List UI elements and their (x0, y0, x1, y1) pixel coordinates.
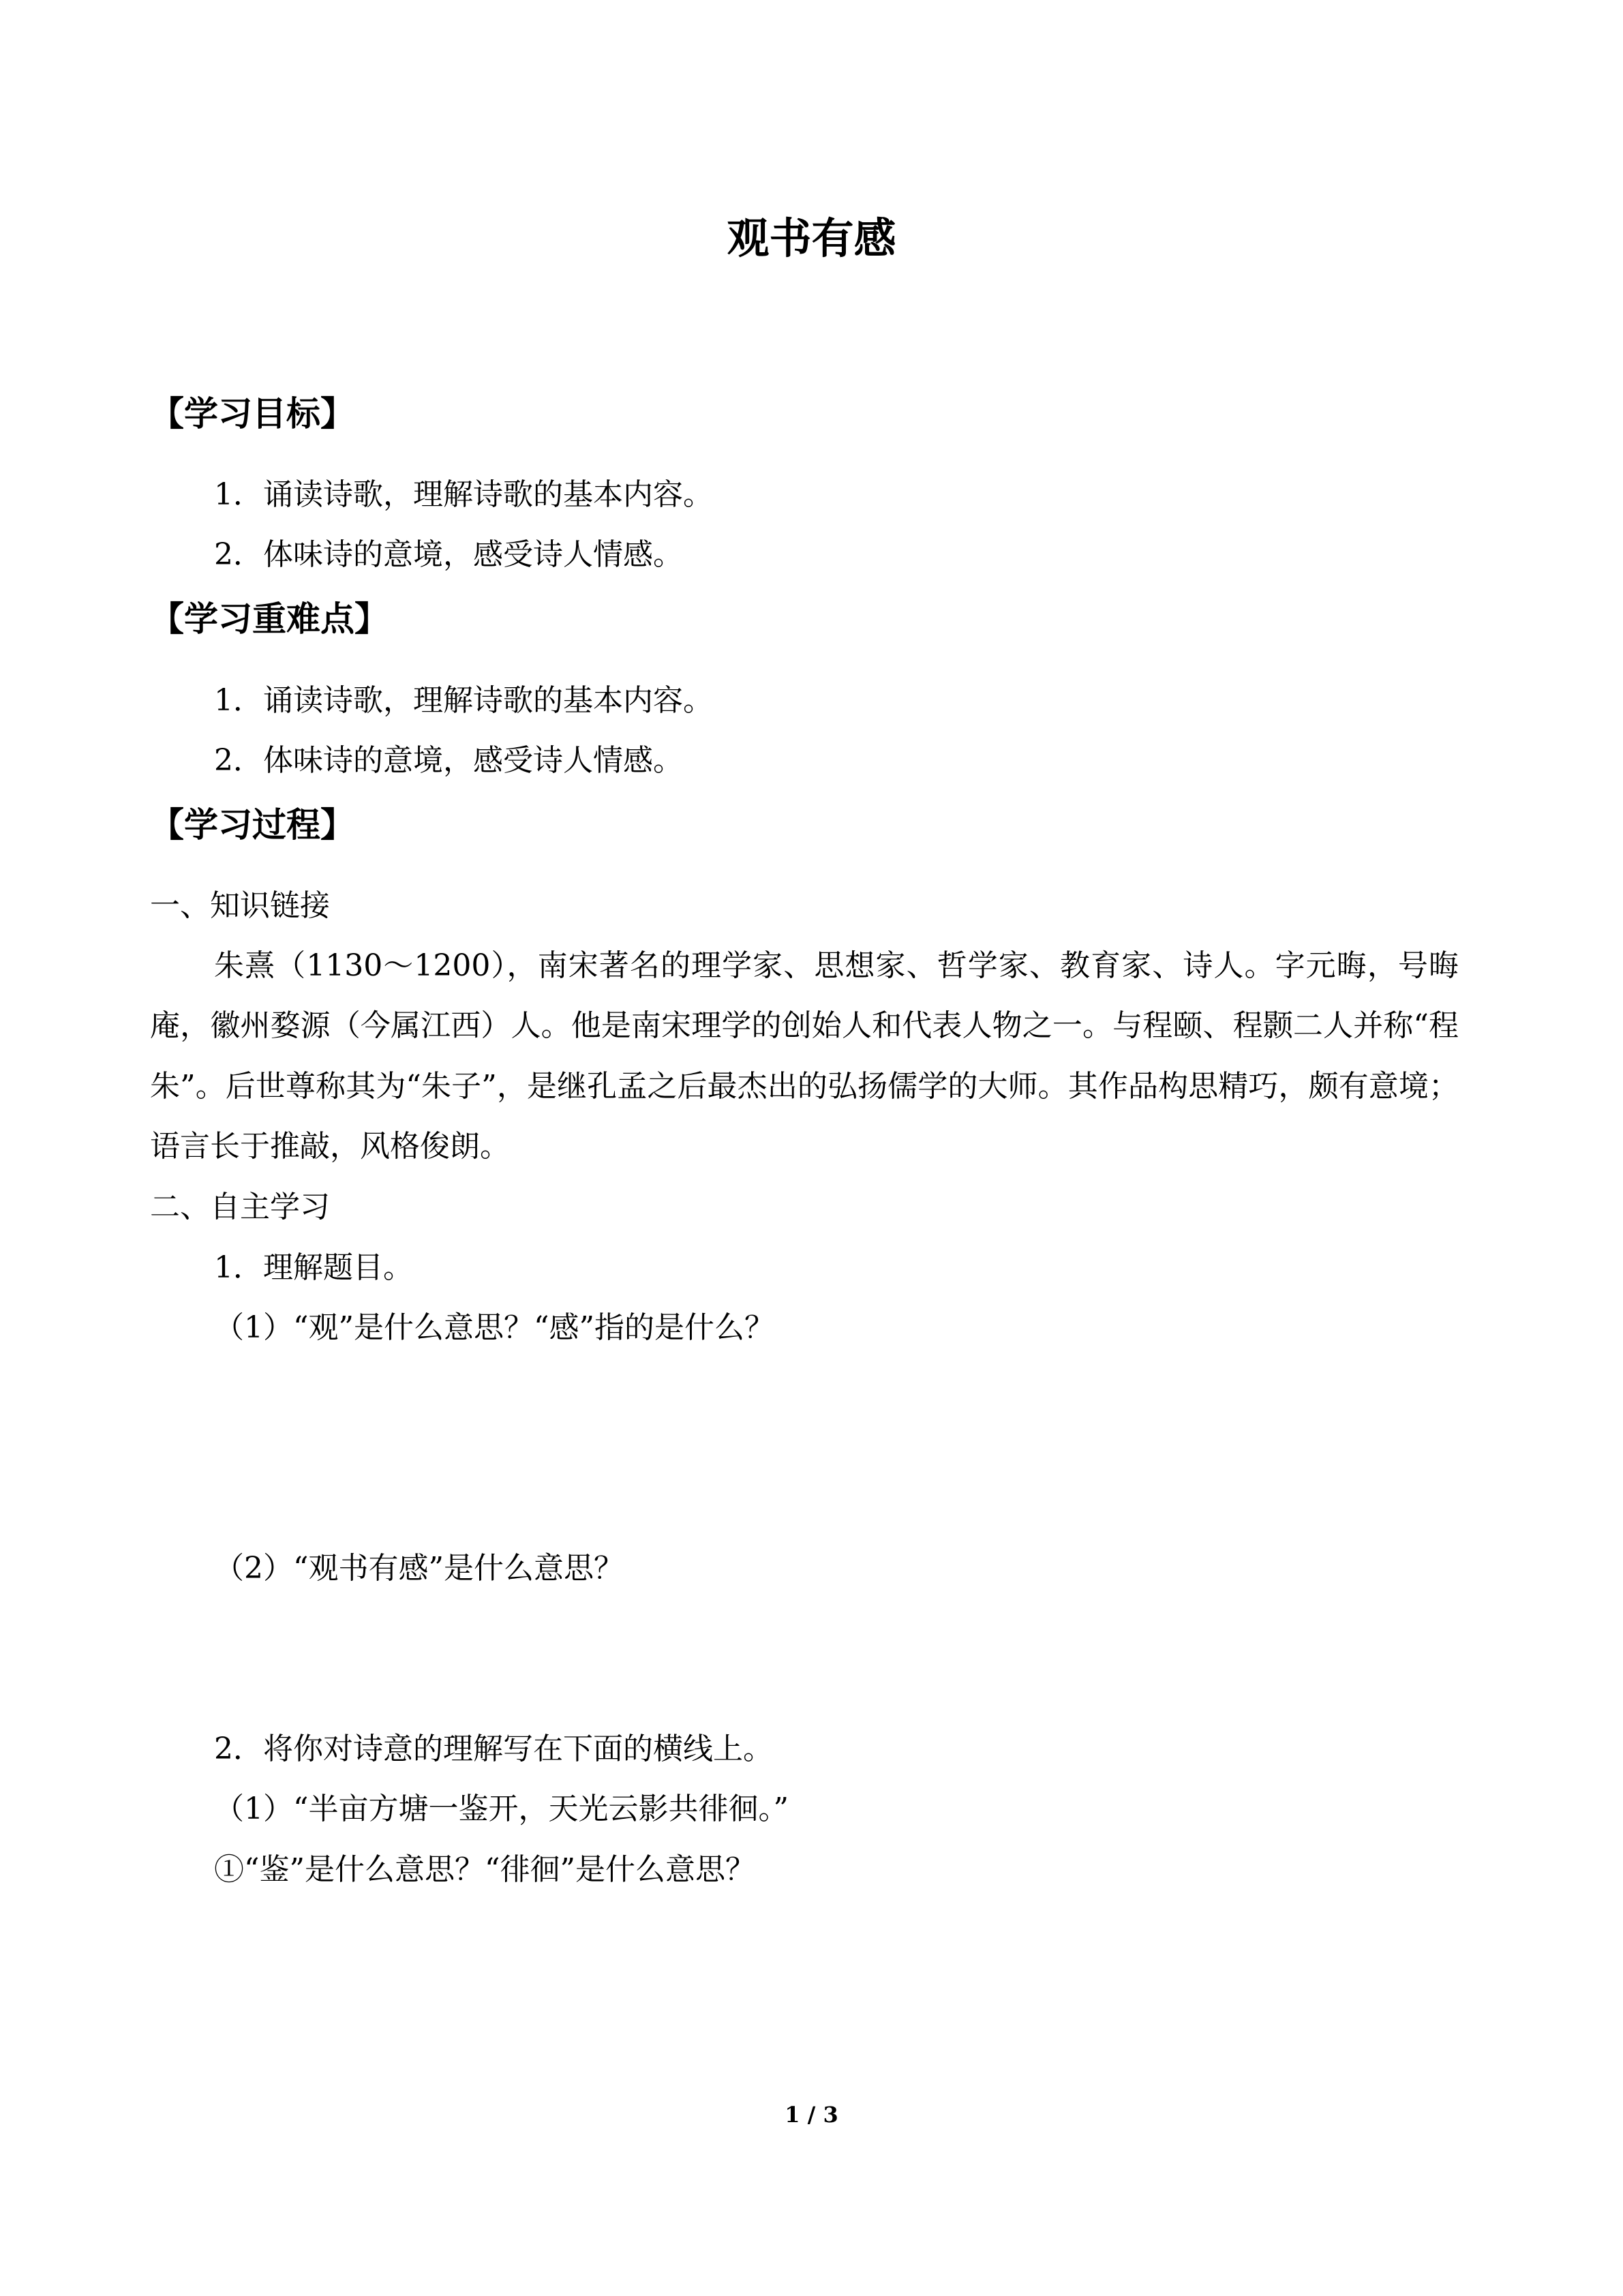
page-number: 1 / 3 (785, 2102, 838, 2128)
key-point-item-2: 2．体味诗的意境，感受诗人情感。 (214, 743, 683, 778)
question-2-title: 2．将你对诗意的理解写在下面的横线上。 (214, 1732, 773, 1766)
question-2-1: （1）“半亩方塘一鉴开，天光云影共徘徊。” (214, 1792, 789, 1826)
knowledge-link-title: 一、知识链接 (150, 888, 330, 923)
section-heading-process: 【学习过程】 (150, 805, 354, 845)
question-2-1-a: ①“鉴”是什么意思？“徘徊”是什么意思？ (214, 1852, 755, 1887)
self-study-title: 二、自主学习 (150, 1190, 330, 1224)
question-1-1: （1）“观”是什么意思？“感”指的是什么？ (214, 1310, 774, 1345)
key-point-item-1: 1．诵读诗歌，理解诗歌的基本内容。 (214, 683, 713, 718)
question-1-title: 1．理解题目。 (214, 1250, 413, 1285)
section-heading-objectives: 【学习目标】 (150, 394, 354, 434)
objective-item-2: 2．体味诗的意境，感受诗人情感。 (214, 537, 683, 572)
question-1-2: （2）“观书有感”是什么意思？ (214, 1551, 624, 1586)
objective-item-1: 1．诵读诗歌，理解诗歌的基本内容。 (214, 477, 713, 512)
document-title: 观书有感 (727, 213, 896, 263)
section-heading-key-points: 【学习重难点】 (150, 599, 389, 639)
knowledge-link-paragraph: 朱熹（1130～1200），南宋著名的理学家、思想家、哲学家、教育家、诗人。字元晦，号晦庵，徽州婺源（今属江西）人。他是南宋理学的创始人和代表人物之一。与程颐、程颢二人并称“程朱”。后世尊称其为“朱子”，是继孔孟之后最杰出的弘扬儒学的大师。其作品构思精巧，颇有意境；语言长于推敲，风格俊朗。 (150, 948, 1459, 1164)
